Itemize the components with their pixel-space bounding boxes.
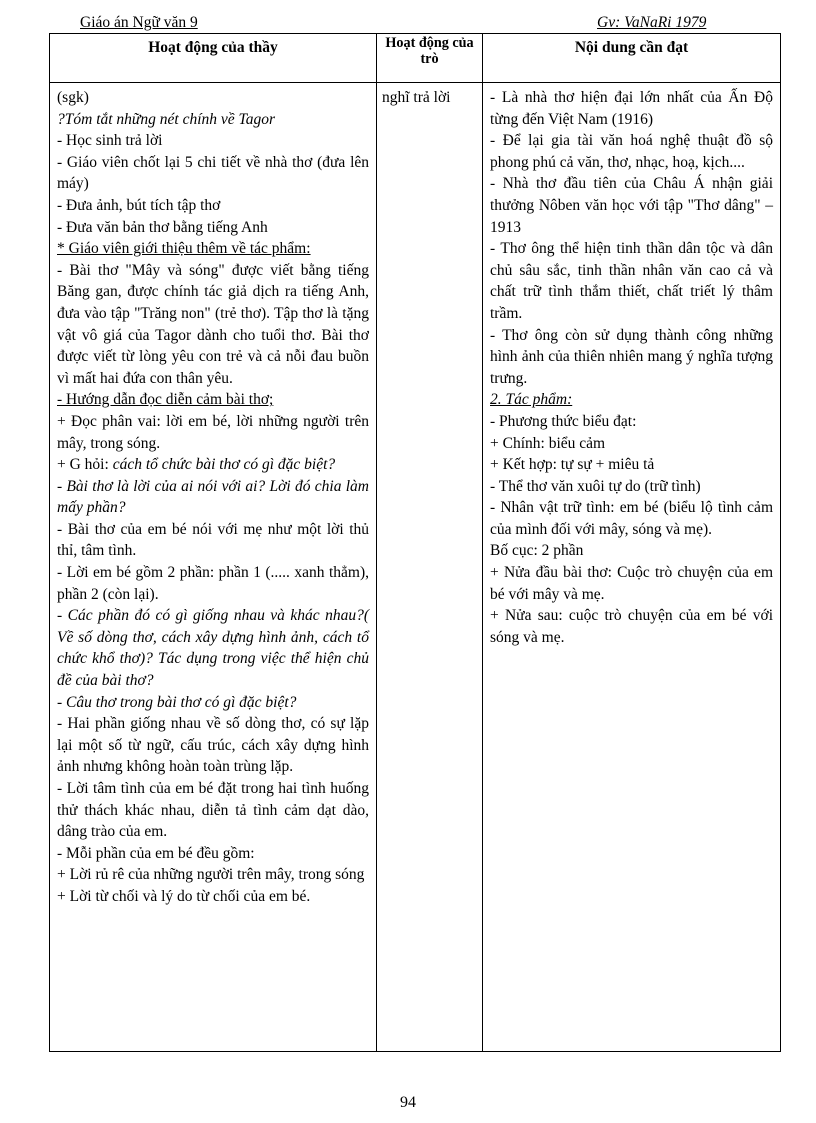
teacher-paragraph: - Giáo viên chốt lại 5 chi tiết về nhà thơ (đưa lên máy): [57, 153, 369, 193]
teacher-paragraph: - Bài thơ là lời của ai nói với ai? Lời đó chia làm mấy phần?: [57, 477, 369, 517]
col-header-content: Nội dung cần đạt: [483, 34, 781, 83]
header-right: Gv: VaNaRi 1979: [597, 14, 707, 31]
content-paragraph: + Nửa đầu bài thơ: Cuộc trò chuyện của em bé với mây và mẹ.: [490, 564, 773, 603]
teacher-paragraph: + Lời từ chối và lý do từ chối của em bé.: [57, 887, 311, 905]
teacher-paragraph: - Lời tâm tình của em bé đặt trong hai tình huống thử thách khác nhau, diễn tả tình cảm dạt dào, dâng trào của em.: [57, 780, 369, 841]
teacher-paragraph: + Đọc phân vai: lời em bé, lời những người trên mây, trong sóng.: [57, 412, 369, 452]
teacher-paragraph: - Câu thơ trong bài thơ có gì đặc biệt?: [57, 693, 297, 711]
teacher-paragraph: - Hướng dẫn đọc diễn cảm bài thơ;: [57, 391, 274, 409]
question-prefix: + G hỏi:: [57, 456, 113, 474]
teacher-paragraph: - Mỗi phần của em bé đều gồm:: [57, 844, 255, 862]
teacher-paragraph: - Lời em bé gồm 2 phần: phần 1 (..... xanh thẳm), phần 2 (còn lại).: [57, 564, 369, 603]
teacher-paragraph: - Các phần đó có gì giống nhau và khác nhau?( Về số dòng thơ, cách xây dựng hình ảnh, cách tổ chức khổ thơ)? Tác dụng trong việc thể hiện chủ đề của bài thơ?: [57, 607, 369, 690]
teacher-paragraph: - Hai phần giống nhau về số dòng thơ, có sự lặp lại một số từ ngữ, cấu trúc, cách xây dựng hình ảnh nhưng không hoàn toàn trùng lặp.: [57, 715, 369, 776]
teacher-paragraph: - Học sinh trả lời: [57, 132, 163, 150]
table-header-row: [50, 34, 781, 83]
content-paragraph: + Chính: biểu cảm: [490, 434, 606, 452]
teacher-paragraph: + Lời rủ rê của những người trên mây, trong sóng: [57, 866, 365, 884]
header-left: Giáo án Ngữ văn 9: [80, 14, 198, 31]
col-header-student: Hoạt động của trò: [377, 34, 483, 83]
content-paragraph: + Nửa sau: cuộc trò chuyện của em bé với sóng và mẹ.: [490, 607, 773, 646]
lesson-table: [49, 33, 781, 1052]
teacher-paragraph: * Giáo viên giới thiệu thêm về tác phẩm:: [57, 240, 311, 258]
page-number: 94: [400, 1094, 416, 1111]
teacher-paragraph: [57, 454, 369, 476]
content-paragraph: - Để lại gia tài văn hoá nghệ thuật đồ sộ phong phú cả văn, thơ, nhạc, hoạ, kịch....: [490, 132, 773, 171]
content-paragraph: 2. Tác phẩm:: [490, 391, 573, 409]
content-paragraph: - Thể thơ văn xuôi tự do (trữ tình): [490, 477, 701, 495]
teacher-paragraph: ?Tóm tắt những nét chính về Tagor: [57, 110, 275, 128]
content-paragraph: - Nhà thơ đầu tiên của Châu Á nhận giải thưởng Nôben văn học với tập "Thơ dâng" – 1913: [490, 175, 773, 236]
question-text: cách tổ chức bài thơ có gì đặc biệt?: [112, 456, 336, 474]
teacher-paragraph: - Bài thơ của em bé nói với mẹ như một lời thủ thỉ, tâm tình.: [57, 520, 369, 560]
content-paragraph: - Thơ ông còn sử dụng thành công những hình ảnh của thiên nhiên mang ý nghĩa tượng trưng.: [490, 326, 773, 387]
content-paragraph: - Nhân vật trữ tình: em bé (biểu lộ tình cảm của mình đối với mây, sóng và mẹ).: [490, 499, 773, 538]
teacher-paragraph: - Đưa ảnh, bút tích tập thơ: [57, 196, 221, 214]
content-paragraph: - Là nhà thơ hiện đại lớn nhất của Ấn Độ từng đến Việt Nam (1916): [490, 89, 773, 128]
col-header-teacher: Hoạt động của thầy: [50, 34, 377, 83]
student-note: nghĩ trả lời: [382, 89, 451, 106]
teacher-activity-cell: [50, 83, 377, 1052]
content-paragraph: - Thơ ông thể hiện tinh thần dân tộc và dân chủ sâu sắc, tinh thần nhân văn cao cả và chất trữ tình thắm thiết, chất triết lý thâm trầm.: [490, 240, 773, 322]
table-row: [50, 83, 781, 1052]
student-activity-cell: [377, 83, 483, 1052]
teacher-paragraph: - Đưa văn bản thơ bằng tiếng Anh: [57, 218, 268, 236]
content-paragraph: + Kết hợp: tự sự + miêu tả: [490, 456, 655, 474]
content-paragraph: - Phương thức biểu đạt:: [490, 412, 637, 430]
content-paragraph: Bố cục: 2 phần: [490, 542, 584, 560]
teacher-paragraph: - Bài thơ "Mây và sóng" được viết bằng tiếng Băng gan, được chính tác giả dịch ra tiếng Anh, đưa vào tập "Trăng non" (trẻ thơ). Tập thơ là tặng vật vô giá của Tagor dành cho tuổi thơ. Bài thơ được viết từ lòng yêu con trẻ và cả nỗi đau buồn vì mất hai đứa con thân yêu.: [57, 261, 369, 387]
teacher-paragraph: (sgk): [57, 89, 89, 106]
lesson-content-cell: [483, 83, 781, 1052]
